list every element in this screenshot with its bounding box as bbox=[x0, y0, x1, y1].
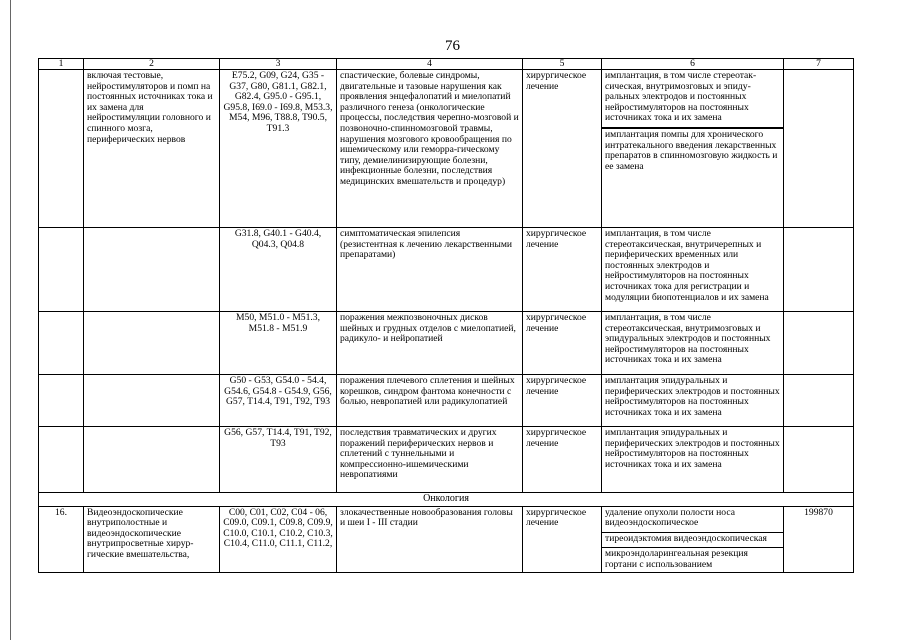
cost-cell bbox=[784, 70, 854, 228]
method-text: микроэндоларингеальная резекция гортани с использованием bbox=[602, 547, 783, 570]
method-text: тиреоидэктомия видеоэндоскопическая bbox=[602, 532, 783, 545]
row-number-cell bbox=[39, 228, 84, 312]
intervention-name-cell bbox=[84, 427, 220, 493]
table-row bbox=[39, 228, 854, 312]
page-edge-line bbox=[10, 0, 11, 640]
method-text: имплантация, в том числе стереотак-сическая, внутримозговых и эпиду-ральных электродов и постоянных нейростимуляторов на постоянных источниках тока и их замена bbox=[605, 70, 757, 124]
method-cell: имплантация эпидуральных и периферических электродов и постоянных нейростимуляторов на постоянных источниках тока и их замена bbox=[602, 375, 784, 427]
intervention-name-cell: включая тестовые, нейростимуляторов и помп на постоянных источниках тока и их замена для нейростимуляции головного и спинного мозга, периферических нервов bbox=[84, 70, 220, 228]
treatment-type-cell: хирургическое лечение bbox=[523, 506, 602, 572]
icd-codes-cell: M50, M51.0 - M51.3, M51.8 - M51.9 bbox=[220, 312, 337, 375]
header-col-5: 5 bbox=[523, 59, 602, 70]
cost-cell bbox=[784, 312, 854, 375]
table-row bbox=[39, 312, 854, 375]
icd-codes-cell: G50 - G53, G54.0 - 54.4, G54.6, G54.8 - G54.9, G56, G57, T14.4, T91, T92, T93 bbox=[220, 375, 337, 427]
cost-cell bbox=[784, 228, 854, 312]
diagnosis-cell: поражения межпозвоночных дисков шейных и грудных отделов с миелопатией, радикуло- и нейропатией bbox=[337, 312, 523, 375]
cost-cell bbox=[784, 375, 854, 427]
method-text: удаление опухоли полости носа видеоэндоскопическое bbox=[605, 506, 735, 529]
diagnosis-cell: злокачественные новообразования головы и шеи I - III стадии bbox=[337, 506, 523, 572]
method-cell bbox=[602, 70, 784, 228]
header-row bbox=[39, 59, 854, 70]
intervention-name-cell bbox=[84, 312, 220, 375]
treatment-type-cell: хирургическое лечение bbox=[523, 70, 602, 228]
method-cell: имплантация, в том числе стереотаксическая, внутричерепных и периферических временных или постоянных электродов и нейростимуляторов на постоянных источниках тока для регистрации и модуляции биопотенциалов и их замена bbox=[602, 228, 784, 312]
treatment-type-cell: хирургическое лечение bbox=[523, 228, 602, 312]
header-col-1: 1 bbox=[39, 59, 84, 70]
intervention-name-cell bbox=[84, 375, 220, 427]
treatment-type-cell: хирургическое лечение bbox=[523, 312, 602, 375]
page-number: 76 bbox=[445, 38, 460, 54]
diagnosis-cell: поражения плечевого сплетения и шейных корешков, синдром фантома конечности с болью, невропатией или радикулопатией bbox=[337, 375, 523, 427]
cost-cell bbox=[784, 427, 854, 493]
intervention-name-cell bbox=[84, 228, 220, 312]
header-col-3: 3 bbox=[220, 59, 337, 70]
table-row bbox=[39, 70, 854, 228]
row-number-cell bbox=[39, 70, 84, 228]
cost-cell: 199870 bbox=[784, 506, 854, 572]
header-col-7: 7 bbox=[784, 59, 854, 70]
icd-codes-cell: G31.8, G40.1 - G40.4, Q04.3, Q04.8 bbox=[220, 228, 337, 312]
header-col-4: 4 bbox=[337, 59, 523, 70]
treatment-type-cell: хирургическое лечение bbox=[523, 375, 602, 427]
medical-care-table bbox=[38, 58, 854, 573]
diagnosis-cell: последствия травматических и других поражений периферических нервов и сплетений с туннельными и компрессионно-ишемическими невропатиями bbox=[337, 427, 523, 493]
row-number-cell bbox=[39, 312, 84, 375]
icd-codes-cell: G56, G57, T14.4, T91, T92, T93 bbox=[220, 427, 337, 493]
section-title: Онкология bbox=[39, 493, 854, 507]
header-col-2: 2 bbox=[84, 59, 220, 70]
row-number-cell bbox=[39, 427, 84, 493]
section-row bbox=[39, 493, 854, 507]
table-row bbox=[39, 427, 854, 493]
table-row bbox=[39, 375, 854, 427]
table-row bbox=[39, 506, 854, 572]
header-col-6: 6 bbox=[602, 59, 784, 70]
row-number-cell bbox=[39, 375, 84, 427]
diagnosis-cell: спастические, болевые синдромы, двигательные и тазовые нарушения как проявления энцефалопатий и миелопатий различного генеза (онкологические процессы, последствия черепно-мозговой и позвоночно-спинномозговой травмы, нарушения мозгового кровообращения по ишемическому или геморра-гическому типу, демиелинизирующие болезни, инфекционные болезни, последствия медицинских вмешательств и процедур) bbox=[337, 70, 523, 228]
method-cell: имплантация эпидуральных и периферических электродов и постоянных нейростимуляторов на постоянных источниках тока и их замена bbox=[602, 427, 784, 493]
diagnosis-cell: симптоматическая эпилепсия (резистентная к лечению лекарственными препаратами) bbox=[337, 228, 523, 312]
method-cell: имплантация, в том числе стереотаксическая, внутримозговых и эпидуральных электродов и постоянных нейростимуляторов на постоянных источниках тока и их замена bbox=[602, 312, 784, 375]
row-number-cell: 16. bbox=[39, 506, 84, 572]
icd-codes-cell: C00, C01, C02, C04 - 06, C09.0, C09.1, C09.8, C09.9, C10.0, C10.1, C10.2, C10.3, C10.4, C11.0, C11.1, C11.2, bbox=[220, 506, 337, 572]
method-text: имплантация помпы для хронического интратекального введения лекарственных препаратов в спинномозговую жидкость и ее замена bbox=[602, 127, 783, 172]
icd-codes-cell: E75.2, G09, G24, G35 - G37, G80, G81.1, G82.1, G82.4, G95.0 - G95.1, G95.8, I69.0 - I69.8, M53.3, M54, M96, T88.8, T90.5, T91.3 bbox=[220, 70, 337, 228]
intervention-name-cell: Видеоэндоскопические внутриполостные и видеоэндоскопические внутрипросветные хирур-гические вмешательства, bbox=[84, 506, 220, 572]
method-cell bbox=[602, 506, 784, 572]
treatment-type-cell: хирургическое лечение bbox=[523, 427, 602, 493]
